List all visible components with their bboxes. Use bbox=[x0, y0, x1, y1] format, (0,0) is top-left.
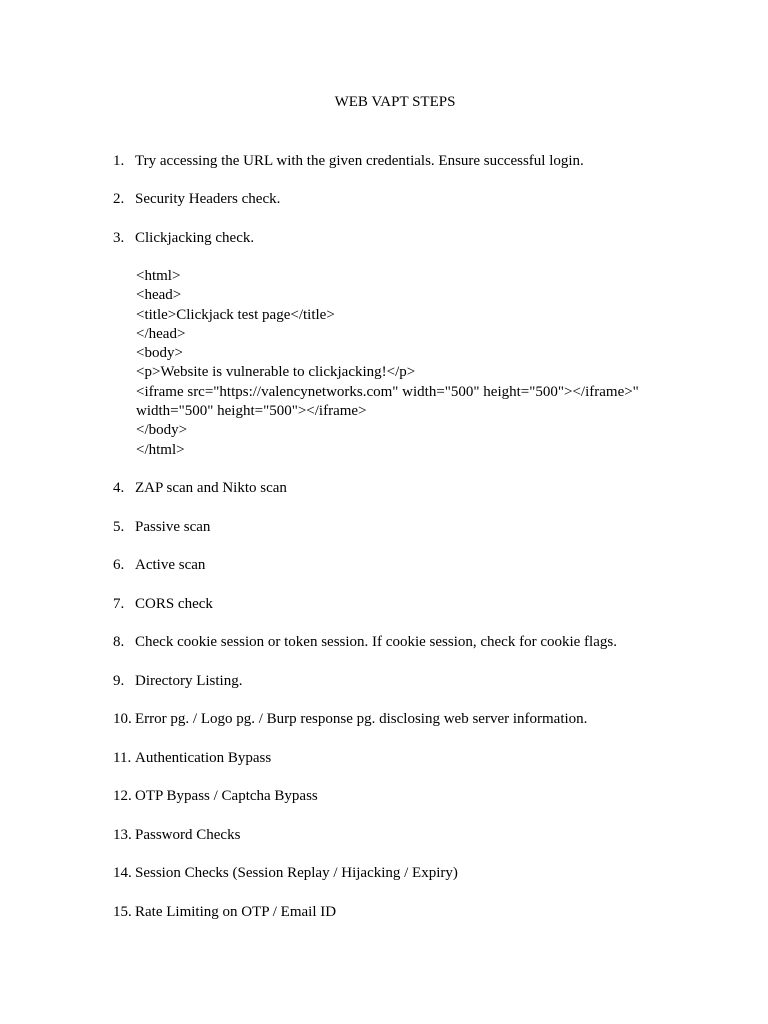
list-item-number: 15. bbox=[113, 904, 132, 920]
code-line: width="500" height="500"></iframe> bbox=[136, 403, 367, 420]
code-line: <body> bbox=[136, 345, 183, 362]
list-item-3 bbox=[113, 229, 254, 248]
list-item-15 bbox=[113, 903, 336, 922]
list-item-number: 4. bbox=[113, 480, 125, 496]
code-line: <head> bbox=[136, 287, 182, 304]
code-line: </body> bbox=[136, 422, 188, 439]
list-item-text: Passive scan bbox=[135, 519, 211, 535]
list-item-text: Directory Listing. bbox=[135, 673, 243, 689]
list-item-4 bbox=[113, 479, 287, 498]
list-item-10 bbox=[113, 710, 587, 729]
list-item-14 bbox=[113, 864, 458, 883]
list-item-number: 7. bbox=[113, 596, 125, 612]
list-item-text: OTP Bypass / Captcha Bypass bbox=[135, 788, 318, 804]
list-item-text: Rate Limiting on OTP / Email ID bbox=[135, 904, 337, 920]
list-item-number: 5. bbox=[113, 519, 125, 535]
list-item-2 bbox=[113, 190, 280, 209]
list-item-11 bbox=[113, 749, 271, 768]
list-item-number: 8. bbox=[113, 634, 125, 650]
code-line: <title>Clickjack test page</title> bbox=[136, 306, 335, 323]
list-item-6 bbox=[113, 556, 205, 575]
list-item-12 bbox=[113, 787, 318, 806]
list-item-number: 9. bbox=[113, 673, 125, 689]
list-item-text: Session Checks (Session Replay / Hijacking / Expiry) bbox=[135, 865, 458, 881]
list-item-5 bbox=[113, 518, 210, 537]
code-block bbox=[136, 267, 639, 460]
document-title: WEB VAPT STEPS bbox=[334, 94, 456, 110]
code-line: <html> bbox=[136, 268, 181, 284]
list-item-text: Authentication Bypass bbox=[135, 750, 272, 766]
list-item-number: 1. bbox=[113, 153, 125, 169]
list-item-number: 13. bbox=[113, 827, 132, 843]
list-item-text: Error pg. / Logo pg. / Burp response pg. disclosing web server information. bbox=[135, 711, 588, 727]
list-item-text: Clickjacking check. bbox=[135, 230, 255, 246]
list-item-7 bbox=[113, 595, 213, 614]
code-line: <iframe src="https://valencynetworks.com" width="500" height="500"></iframe>" bbox=[136, 383, 639, 400]
list-item-text: ZAP scan and Nikto scan bbox=[135, 480, 287, 496]
code-line: <p>Website is vulnerable to clickjacking!</p> bbox=[136, 364, 416, 381]
list-item-number: 6. bbox=[113, 557, 125, 573]
list-item-8 bbox=[113, 633, 617, 652]
list-item-number: 2. bbox=[113, 191, 125, 207]
list-item-1 bbox=[113, 152, 584, 171]
list-item-number: 3. bbox=[113, 230, 125, 246]
list-item-text: Active scan bbox=[135, 557, 206, 573]
list-item-number: 12. bbox=[113, 788, 132, 804]
list-item-text: Check cookie session or token session. If cookie session, check for cookie flags. bbox=[135, 634, 617, 650]
list-item-number: 11. bbox=[113, 750, 132, 766]
code-line: </head> bbox=[136, 325, 186, 342]
list-item-number: 14. bbox=[113, 865, 132, 881]
list-item-number: 10. bbox=[113, 711, 132, 727]
code-line: </html> bbox=[136, 441, 185, 458]
list-item-text: CORS check bbox=[135, 596, 213, 612]
list-item-13 bbox=[113, 826, 240, 845]
list-item-text: Try accessing the URL with the given credentials. Ensure successful login. bbox=[135, 153, 584, 169]
list-item-text: Security Headers check. bbox=[135, 191, 281, 207]
list-item-9 bbox=[113, 672, 242, 691]
list-item-text: Password Checks bbox=[135, 827, 241, 843]
